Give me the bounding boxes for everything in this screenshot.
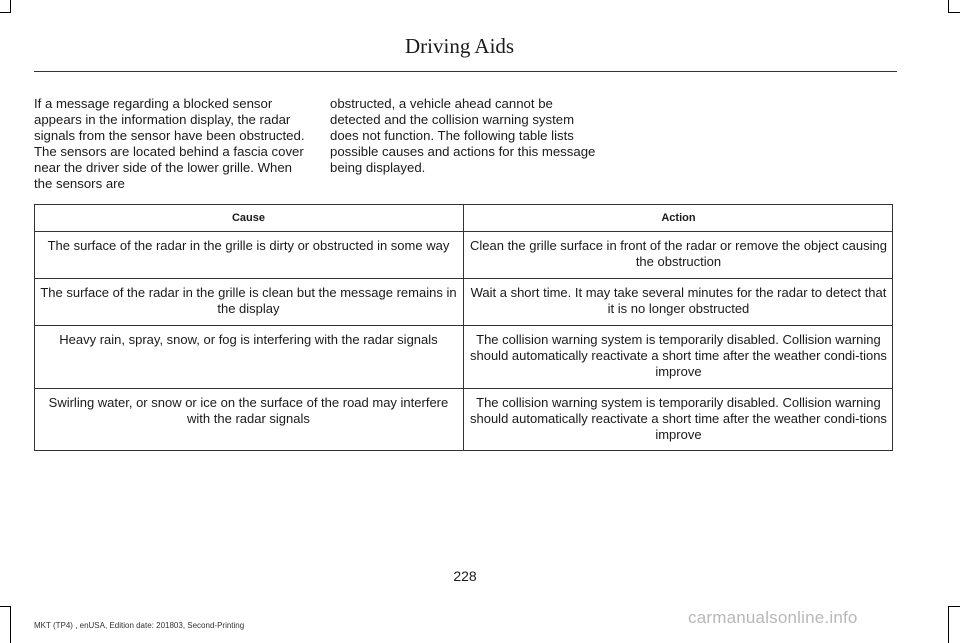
- cause-cell: The surface of the radar in the grille is dirty or obstructed in some way: [47, 238, 450, 253]
- crop-mark-bottom-right-h: [948, 606, 960, 607]
- table-row: [34, 232, 893, 279]
- crop-mark-top-left-h: [0, 12, 11, 13]
- page-number: 228: [453, 568, 477, 584]
- column-header-action: Action: [463, 204, 893, 232]
- header-rule: [34, 71, 897, 72]
- column-header-cause: Cause: [34, 204, 463, 232]
- cause-cell: Heavy rain, spray, snow, or fog is interfering with the radar signals: [34, 326, 463, 389]
- action-cell: The collision warning system is temporarily disabled. Collision warning should automatically reactivate a short time after the weather condi-tions improve: [463, 389, 893, 452]
- page-title: Driving Aids: [405, 34, 515, 58]
- intro-left-column: If a message regarding a blocked sensor appears in the information display, the radar signals from the sensor have been obstructed. The sensors are located behind a fascia cover near the driver side of the lower grille. When the sensors are: [34, 96, 305, 191]
- action-cell: The collision warning system is temporarily disabled. Collision warning should automatically reactivate a short time after the weather condi-tions improve: [463, 326, 893, 389]
- table-border-right: [892, 204, 893, 451]
- intro-right-column: obstructed, a vehicle ahead cannot be detected and the collision warning system does not function. The following table lists possible causes and actions for this message being displayed.: [330, 96, 596, 175]
- table-row: [34, 389, 893, 452]
- action-cell: Wait a short time. It may take several minutes for the radar to detect that it is no longer obstructed: [463, 279, 893, 326]
- table-border-top: [34, 204, 893, 205]
- cause-cell: The surface of the radar in the grille is clean but the message remains in the display: [34, 279, 463, 326]
- causes-actions-table: [34, 204, 893, 451]
- table-row: [34, 326, 893, 389]
- table-border-left: [34, 204, 35, 451]
- crop-mark-top-right-v: [948, 0, 949, 12]
- watermark: carmanualsonline.info: [688, 608, 858, 627]
- cause-cell: Swirling water, or snow or ice on the surface of the road may interfere with the radar signals: [34, 389, 463, 452]
- crop-mark-bottom-left-v: [10, 606, 11, 643]
- table-header-row: [34, 204, 893, 232]
- crop-mark-top-right-h: [948, 12, 960, 13]
- crop-mark-bottom-left-h: [0, 606, 11, 607]
- action-cell: Clean the grille surface in front of the radar or remove the object causing the obstruction: [463, 232, 893, 279]
- table-border-bottom: [34, 450, 893, 451]
- edition-footer: MKT (TP4) , enUSA, Edition date: 201803, Second-Printing: [34, 621, 245, 630]
- table-row: [34, 279, 893, 326]
- crop-mark-bottom-right-v: [948, 606, 949, 643]
- crop-mark-top-left-v: [10, 0, 11, 12]
